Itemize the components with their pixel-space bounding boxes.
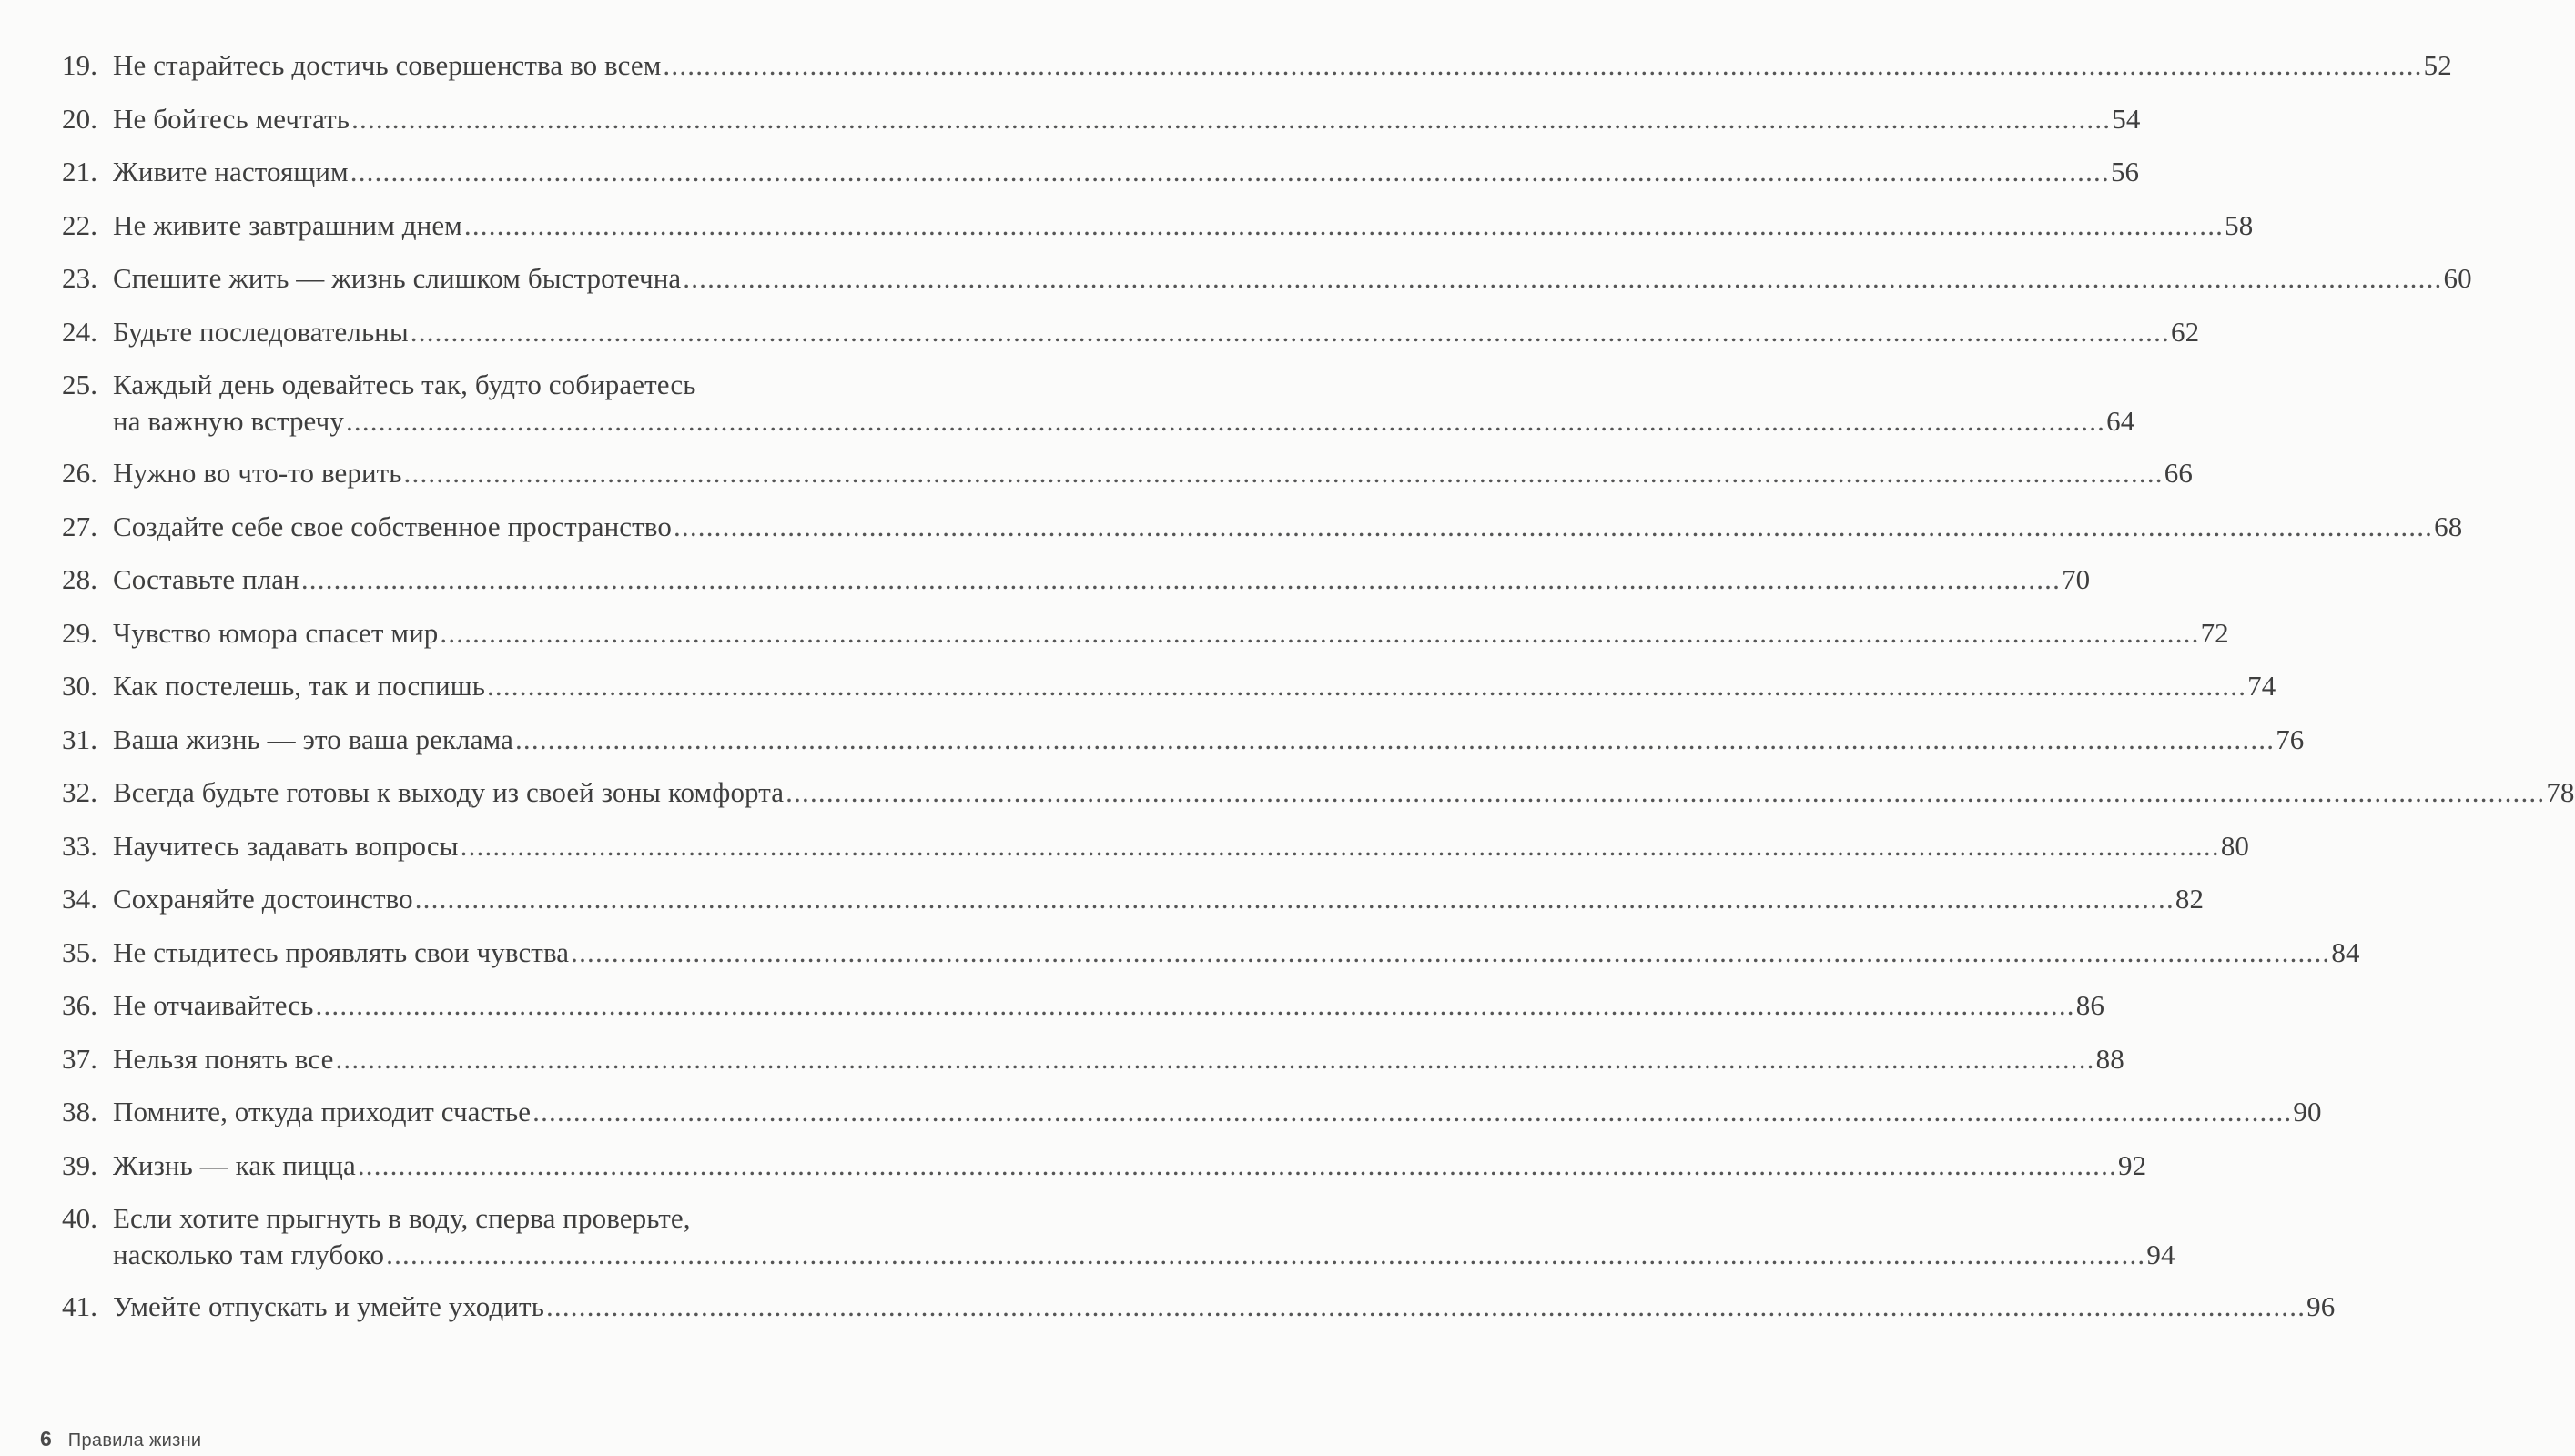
dot-leader	[663, 47, 2422, 84]
toc-entry	[62, 561, 2091, 615]
toc-entry-line	[113, 207, 2253, 244]
dot-leader	[411, 314, 2170, 350]
toc-entry-text	[113, 615, 2229, 652]
toc-entry-page: 88	[2095, 1042, 2124, 1075]
toc-entry-page: 58	[2225, 208, 2254, 241]
toc-entry-text	[113, 154, 2139, 190]
dot-leader	[346, 403, 2105, 440]
toc-entry-line	[113, 509, 2462, 545]
toc-entry-title: Не старайтесь достичь совершенства во всем	[113, 49, 662, 81]
toc-entry	[62, 987, 2104, 1041]
page-footer	[40, 1427, 201, 1451]
toc-entry-line	[113, 260, 2472, 297]
dot-leader	[350, 154, 2110, 190]
toc-entry-text	[113, 455, 2193, 491]
toc-entry-line	[113, 403, 2134, 440]
toc-entry	[62, 207, 2254, 261]
toc-entry-text	[113, 561, 2090, 598]
table-of-contents	[62, 47, 2575, 1342]
dot-leader	[335, 1041, 2094, 1077]
toc-entry-line	[113, 1148, 2146, 1184]
toc-entry-title: Спешите жить — жизнь слишком быстротечна	[113, 262, 682, 294]
toc-entry	[62, 260, 2472, 314]
toc-entry-page: 86	[2075, 989, 2104, 1021]
toc-entry-page: 74	[2247, 670, 2276, 702]
toc-entry-number: 34.	[62, 883, 98, 915]
toc-entry-number: 24.	[62, 315, 98, 348]
toc-entry-number: 38.	[62, 1096, 98, 1127]
toc-entry-line	[113, 314, 2199, 350]
toc-entry-text	[113, 1041, 2124, 1077]
dot-leader	[358, 1148, 2117, 1184]
toc-entry-number: 21.	[62, 156, 98, 187]
toc-entry-line	[113, 1237, 2175, 1273]
toc-entry-page: 84	[2331, 935, 2360, 968]
toc-entry-page: 62	[2171, 315, 2200, 348]
toc-entry	[62, 774, 2575, 828]
toc-entry-line	[113, 1041, 2124, 1077]
toc-entry-number: 25.	[62, 369, 98, 400]
toc-entry	[62, 1094, 2322, 1148]
toc-entry-title: Жизнь — как пицца	[113, 1148, 356, 1181]
toc-entry-number: 23.	[62, 262, 98, 294]
toc-entry-text	[113, 101, 2140, 137]
toc-entry-line	[113, 774, 2575, 811]
dot-leader	[683, 260, 2442, 297]
toc-entry-title: Не отчаивайтесь	[113, 989, 314, 1021]
toc-entry-title: Как постелешь, так и поспишь	[113, 670, 485, 702]
toc-entry-number: 39.	[62, 1148, 98, 1181]
dot-leader	[464, 207, 2224, 244]
toc-entry-page: 52	[2423, 49, 2452, 81]
toc-entry	[62, 828, 2250, 882]
toc-entry-line	[113, 1094, 2322, 1130]
toc-entry-number: 35.	[62, 935, 98, 968]
dot-leader	[415, 881, 2175, 917]
toc-entry-number: 26.	[62, 457, 98, 489]
toc-entry-text	[113, 722, 2304, 758]
toc-entry-page: 80	[2220, 829, 2250, 862]
toc-entry-number: 27.	[62, 510, 98, 542]
toc-entry-line	[113, 455, 2193, 491]
toc-entry-title: Не бойтесь мечтать	[113, 102, 350, 135]
toc-entry-number: 40.	[62, 1202, 98, 1234]
toc-entry-title: Живите настоящим	[113, 156, 349, 187]
toc-entry-page: 68	[2434, 510, 2463, 542]
dot-leader	[546, 1289, 2306, 1325]
toc-entry	[62, 615, 2229, 669]
toc-entry-page: 82	[2175, 883, 2205, 915]
toc-entry-text	[113, 1094, 2322, 1130]
dot-leader	[674, 509, 2433, 545]
toc-entry-title: Составьте план	[113, 563, 299, 595]
toc-entry-text	[113, 47, 2452, 84]
toc-entry-text	[113, 1289, 2335, 1325]
toc-entry-page: 76	[2276, 723, 2305, 755]
toc-entry-title-line1: Если хотите прыгнуть в воду, сперва проверьте,	[113, 1202, 691, 1234]
dot-leader	[440, 615, 2199, 652]
toc-entry-page: 90	[2293, 1096, 2322, 1127]
toc-entry	[62, 47, 2452, 101]
toc-entry-text	[113, 1200, 2175, 1273]
toc-entry-title: насколько там глубоко	[113, 1239, 385, 1270]
toc-entry-line	[113, 722, 2304, 758]
toc-entry-number: 22.	[62, 208, 98, 241]
toc-entry	[62, 722, 2305, 775]
toc-entry-title: Умейте отпускать и умейте уходить	[113, 1290, 544, 1322]
dot-leader	[301, 561, 2061, 598]
dot-leader	[386, 1237, 2145, 1273]
toc-entry-title: Научитесь задавать вопросы	[113, 829, 459, 862]
dot-leader	[461, 828, 2220, 864]
toc-entry-line	[113, 881, 2204, 917]
dot-leader	[487, 668, 2246, 704]
toc-entry-line	[113, 561, 2090, 598]
toc-entry	[62, 935, 2360, 988]
toc-entry-number: 37.	[62, 1042, 98, 1075]
dot-leader	[351, 101, 2111, 137]
toc-entry-number: 30.	[62, 670, 98, 702]
toc-entry	[62, 1200, 2175, 1289]
toc-entry	[62, 881, 2205, 935]
toc-entry-title: Нужно во что-то верить	[113, 457, 402, 489]
toc-entry-title: Будьте последовательны	[113, 315, 409, 348]
toc-entry-title: Не живите завтрашним днем	[113, 208, 462, 241]
toc-entry-page: 54	[2112, 102, 2141, 135]
toc-entry-number: 32.	[62, 776, 98, 808]
toc-entry	[62, 509, 2463, 562]
dot-leader	[532, 1094, 2292, 1130]
toc-entry-text	[113, 260, 2472, 297]
toc-entry-page: 60	[2443, 262, 2472, 294]
toc-entry-page: 56	[2110, 156, 2140, 187]
toc-entry-page: 78	[2546, 776, 2575, 808]
toc-entry-title-line1: Каждый день одевайтесь так, будто собираетесь	[113, 369, 696, 400]
toc-entry-text	[113, 774, 2575, 811]
toc-entry-number: 33.	[62, 829, 98, 862]
toc-entry-title: Чувство юмора спасет мир	[113, 616, 439, 649]
toc-entry-page: 64	[2106, 405, 2135, 437]
toc-entry-number: 29.	[62, 616, 98, 649]
toc-entry-text	[113, 828, 2249, 864]
toc-entry-page: 72	[2200, 616, 2229, 649]
toc-entry-page: 70	[2062, 563, 2091, 595]
dot-leader	[404, 455, 2164, 491]
toc-entry	[62, 1148, 2147, 1201]
toc-entry-page: 92	[2118, 1148, 2147, 1181]
toc-entry	[62, 367, 2135, 455]
toc-entry-text	[113, 881, 2204, 917]
toc-entry-title: Нельзя понять все	[113, 1042, 334, 1075]
toc-entry-number: 19.	[62, 49, 98, 81]
toc-entry-title: Помните, откуда приходит счастье	[113, 1096, 532, 1127]
toc-entry	[62, 154, 2140, 207]
toc-entry-text	[113, 987, 2104, 1024]
toc-entry-line	[113, 47, 2452, 84]
toc-entry-number: 28.	[62, 563, 98, 595]
toc-entry-title: на важную встречу	[113, 405, 344, 437]
toc-entry-text	[113, 1148, 2146, 1184]
toc-entry	[62, 455, 2193, 509]
toc-entry-text	[113, 509, 2462, 545]
page-number: 6	[40, 1427, 52, 1451]
toc-entry	[62, 668, 2276, 722]
toc-entry-number: 31.	[62, 723, 98, 755]
toc-entry	[62, 314, 2200, 368]
toc-entry-title: Сохраняйте достоинство	[113, 883, 413, 915]
toc-entry-title: Создайте себе свое собственное пространство	[113, 510, 672, 542]
toc-entry-number: 41.	[62, 1290, 98, 1322]
dot-leader	[515, 722, 2275, 758]
toc-entry-number: 20.	[62, 102, 98, 135]
running-title: Правила жизни	[67, 1431, 202, 1451]
toc-entry-text	[113, 935, 2360, 971]
toc-entry-line	[113, 935, 2360, 971]
toc-entry-number: 36.	[62, 989, 98, 1021]
toc-entry-text	[113, 207, 2253, 244]
toc-entry-line	[113, 1289, 2335, 1325]
toc-entry-text	[113, 668, 2276, 704]
toc-entry-page: 94	[2146, 1239, 2175, 1270]
dot-leader	[316, 987, 2075, 1024]
toc-entry-title: Не стыдитесь проявлять свои чувства	[113, 935, 570, 968]
toc-entry-text	[113, 367, 2134, 440]
toc-entry-title: Всегда будьте готовы к выходу из своей зоны комфорта	[113, 776, 785, 808]
toc-entry-page: 96	[2306, 1290, 2336, 1322]
toc-entry	[62, 101, 2141, 155]
toc-entry-line	[113, 101, 2140, 137]
toc-entry-line	[113, 668, 2276, 704]
toc-entry	[62, 1289, 2336, 1342]
toc-entry	[62, 1041, 2124, 1095]
toc-entry-page: 66	[2164, 457, 2193, 489]
dot-leader	[571, 935, 2330, 971]
toc-entry-line	[113, 154, 2139, 190]
toc-entry-line	[113, 828, 2249, 864]
toc-entry-title: Ваша жизнь — это ваша реклама	[113, 723, 513, 755]
toc-entry-line	[113, 987, 2104, 1024]
toc-entry-text	[113, 314, 2199, 350]
dot-leader	[786, 774, 2545, 811]
toc-entry-line	[113, 615, 2229, 652]
